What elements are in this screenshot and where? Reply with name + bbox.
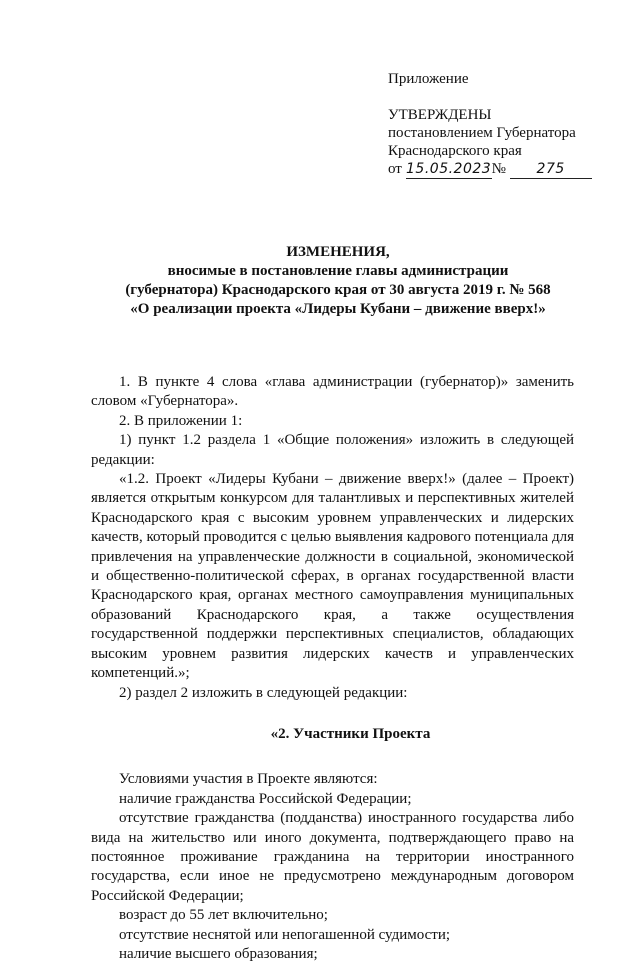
date-field (406, 160, 492, 179)
approved-by-line: постановлением Губернатора (388, 125, 576, 141)
paragraph: наличие высшего образования; (119, 945, 318, 962)
appendix-label: Приложение (388, 71, 469, 87)
paragraph: отсутствие неснятой или непогашенной судимости; (119, 926, 451, 943)
paragraph: наличие гражданства Российской Федерации; (119, 790, 412, 807)
paragraph: Условиями участия в Проекте являются: (119, 771, 378, 788)
section-title: «2. Участники Проекта (270, 725, 431, 742)
approved-label: УТВЕРЖДЕНЫ (388, 107, 492, 123)
date-prefix: от (388, 161, 402, 177)
paragraph: «1.2. Проект «Лидеры Кубани – движение вверх!» (далее – Проект) является открытым конкурсом для талантливых и перспективных жителей Краснодарского края с высоким уровнем управленческих и лидерских качеств, который проводится с целью выявления кадрового потенциала для привлечения на управленческие должности в социальной, экономической и общественно-политической сферах, в органах государственной власти Краснодарского края, органах местного самоуправления муниципальных образований Краснодарского края, а также осуществления государственной поддержки перспективных специалистов, обладающих высоким уровнем развития лидерских качеств и управленческих компетенций.»; (91, 471, 574, 682)
handwritten-date: 15.05.2023 (406, 161, 492, 177)
approval-stamp (388, 70, 592, 179)
title-heading: ИЗМЕНЕНИЯ, (286, 244, 390, 260)
number-prefix: № (491, 161, 506, 177)
approved-by-region: Краснодарского края (388, 143, 522, 159)
title-line-3: «О реализации проекта «Лидеры Кубани – движение вверх!» (130, 301, 546, 317)
document-body (91, 373, 574, 964)
title-line-1: вносимые в постановление главы администрации (167, 263, 509, 279)
paragraph: возраст до 55 лет включительно; (119, 907, 328, 924)
paragraph: 2) раздел 2 изложить в следующей редакции: (119, 684, 408, 701)
paragraph: 1. В пункте 4 слова «глава администрации (губернатор)» заменить словом «Губернатора». (91, 374, 574, 410)
date-number-line (388, 160, 592, 179)
number-field (510, 160, 592, 179)
handwritten-number: 275 (536, 161, 565, 177)
paragraph: 2. В приложении 1: (119, 412, 243, 429)
title-line-2: (губернатора) Краснодарского края от 30 августа 2019 г. № 568 (125, 282, 551, 298)
paragraph: отсутствие гражданства (подданства) иностранного государства либо вида на жительство или иного документа, подтверждающего право на постоянное проживание гражданина на территории иностранного государства, если иное не предусмотрено международным договором Российской Федерации; (91, 810, 574, 904)
document-title (100, 243, 576, 319)
paragraph: 1) пункт 1.2 раздела 1 «Общие положения» изложить в следующей редакции: (91, 432, 574, 468)
